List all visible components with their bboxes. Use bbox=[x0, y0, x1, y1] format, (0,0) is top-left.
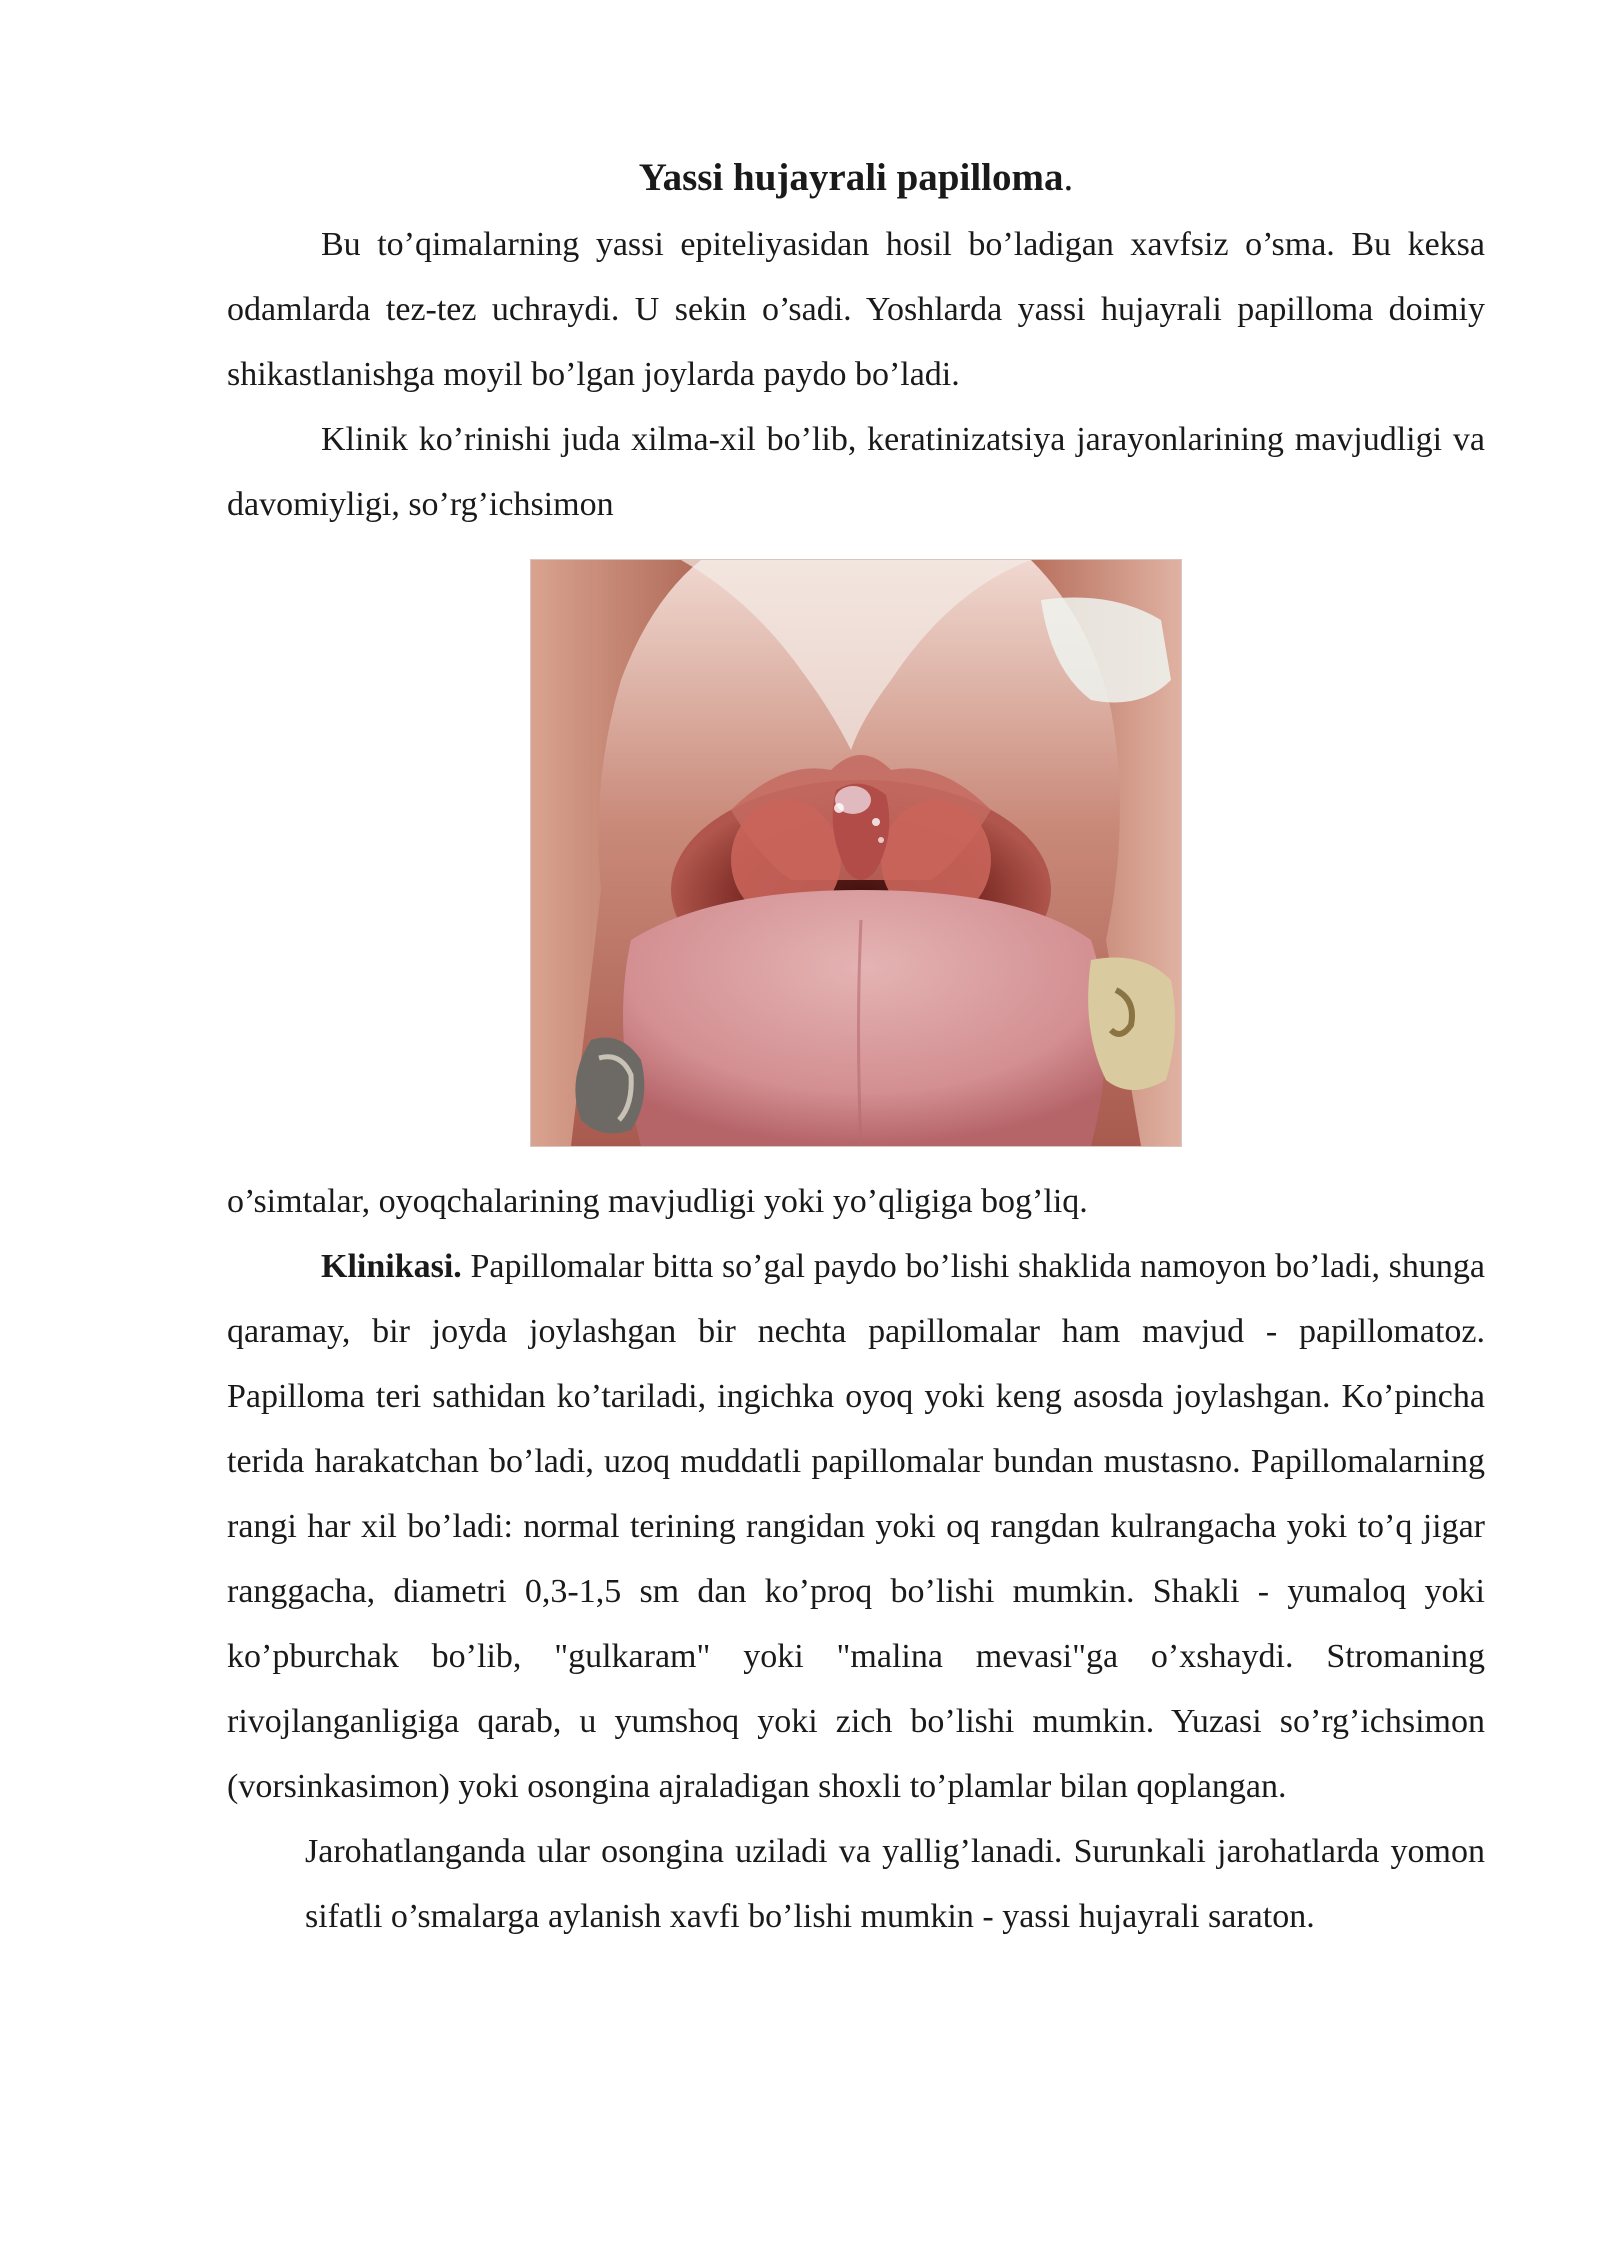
oral-cavity-illustration bbox=[531, 560, 1181, 1146]
oral-cavity-photo bbox=[530, 559, 1182, 1147]
paragraph-continuation: o’simtalar, oyoqchalarining mavjudligi yoki yo’qligiga bog’liq. bbox=[227, 1183, 1088, 1220]
title-dot: . bbox=[1063, 156, 1074, 199]
clinic-text: Papillomalar bitta so’gal paydo bo’lishi shaklida namoyon bo’ladi, shunga qaramay, bir joyda joylashgan bir nechta papillomalar ham mavjud - papillomatoz. Papilloma teri sathidan ko’tariladi, ingichka oyoq yoki keng asosda joylashgan. Ko’pincha terida harakatchan bo’ladi, uzoq muddatli papillomalar bundan mustasno. Papillomalarning rangi har xil bo’ladi: normal terining rangidan yoki oq rangdan kulrangacha yoki to’q jigar ranggacha, diametri 0,3-1,5 sm dan ko’proq bo’lishi mumkin. Shakli - yumaloq yoki ko’pburchak bo’lib, "gulkaram" yoki "malina mevasi"ga o’xshaydi. Stromaning rivojlanganligiga qarab, u yumshoq yoki zich bo’lishi mumkin. Yuzasi so’rg’ichsimon (vorsinkasimon) yoki osongina ajraladigan shoxli to’plamlar bilan qoplangan. bbox=[227, 1248, 1485, 1805]
clinic-label: Klinikasi. bbox=[321, 1248, 462, 1285]
page-title bbox=[227, 150, 1485, 206]
document-page bbox=[227, 150, 1485, 1949]
paragraph-clinical-view: Klinik ko’rinishi juda xilma-xil bo’lib, keratinizatsiya jarayonlarining mavjudligi va davomiyligi, so’rg’ichsimon bbox=[227, 421, 1485, 523]
title-text: Yassi hujayrali papilloma bbox=[638, 156, 1064, 199]
paragraph-intro: Bu to’qimalarning yassi epiteliyasidan hosil bo’ladigan xavfsiz o’sma. Bu keksa odamlarda tez-tez uchraydi. U sekin o’sadi. Yoshlarda yassi hujayrali papilloma doimiy shikastlanishga moyil bo’lgan joylarda paydo bo’ladi. bbox=[227, 226, 1485, 393]
paragraph-clinic bbox=[227, 1234, 1485, 1819]
paragraph-injury: Jarohatlanganda ular osongina uziladi va yallig’lanadi. Surunkali jarohatlarda yomon sifatli o’smalarga aylanish xavfi bo’lishi mumkin - yassi hujayrali saraton. bbox=[305, 1833, 1485, 1935]
